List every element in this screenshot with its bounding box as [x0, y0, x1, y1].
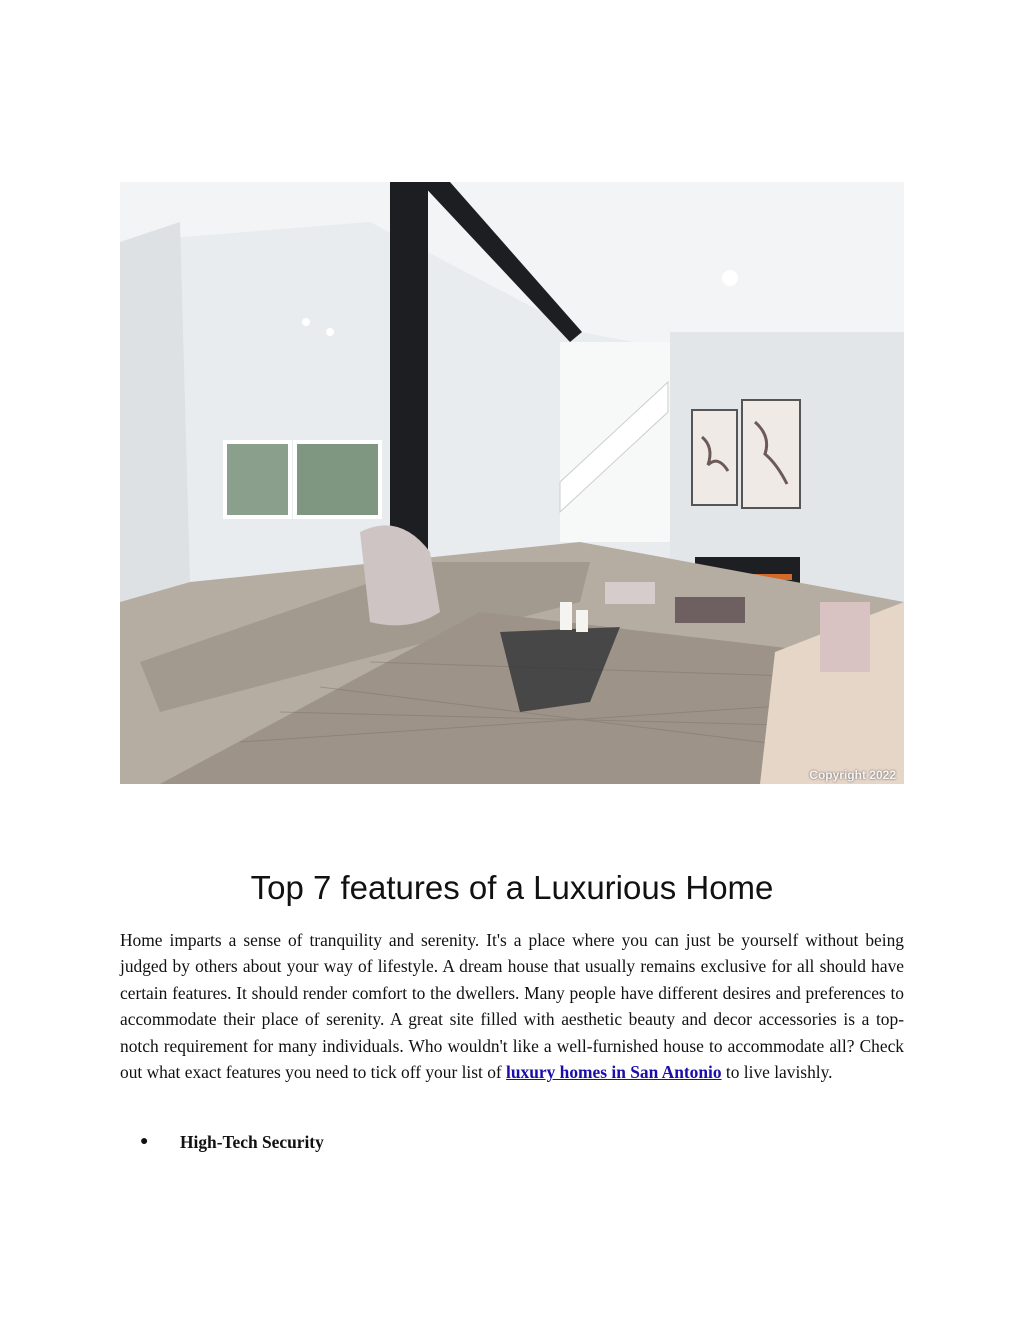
intro-paragraph	[120, 927, 904, 1085]
photo-copyright-watermark: Copyright 2022	[809, 768, 896, 782]
intro-text: Home imparts a sense of tranquility and serenity. It's a place where you can just be yourself without being judged by others about your way of lifestyle. A dream house that usually remains exclusive for all should have certain features. It should render comfort to the dwellers. Many people have different desires and preferences to accommodate their place of serenity. A great site filled with aesthetic beauty and decor accessories is a top-notch requirement for many individuals. Who wouldn't like a well-furnished house to accommodate all? Check out what exact features you need to tick off your list of	[120, 930, 904, 1083]
luxury-homes-link[interactable]: luxury homes in San Antonio	[506, 1062, 722, 1083]
features-list	[120, 1128, 904, 1156]
living-room-illustration	[120, 182, 904, 784]
feature-item	[120, 1128, 904, 1156]
article-title: Top 7 features of a Luxurious Home	[250, 869, 774, 906]
wall-art-left	[692, 410, 737, 505]
candle-left	[560, 602, 572, 630]
black-brick-column	[390, 182, 428, 577]
feature-label: High-Tech Security	[180, 1132, 324, 1152]
ottoman-right	[675, 597, 745, 623]
living-room-photo	[120, 182, 904, 784]
sofa-pillow	[820, 602, 870, 672]
center-window	[295, 442, 380, 517]
recessed-light-b	[326, 328, 334, 336]
candle-right	[576, 610, 588, 632]
intro-text-end: to live lavishly.	[725, 1062, 833, 1083]
left-window	[225, 442, 290, 517]
ottoman-left	[605, 582, 655, 604]
recessed-light-a	[302, 318, 310, 326]
bullet-icon: ●	[140, 1134, 149, 1149]
wall-art-right	[742, 400, 800, 508]
left-wall	[120, 222, 190, 602]
ceiling-light	[722, 270, 738, 286]
